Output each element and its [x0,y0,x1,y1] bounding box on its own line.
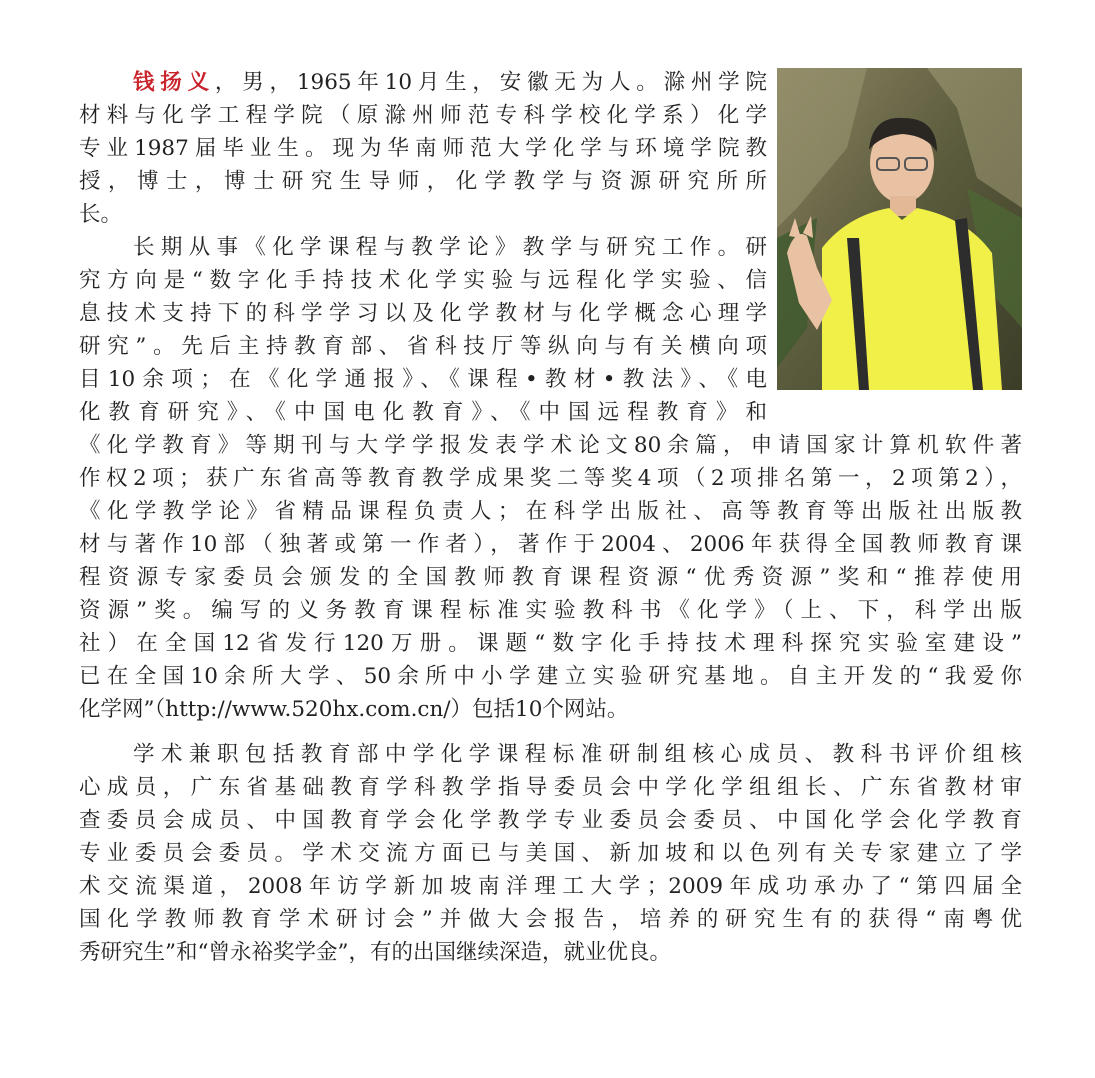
bio-line: 究方向是“数字化手持技术化学实验与远程化学实验、信 [79,268,767,293]
bio-line: 专业委员会委员。学术交流方面已与美国、新加坡和以色列有关专家建立了学 [79,841,1022,866]
bio-line: 查委员会成员、中国教育学会化学教学专业委员会委员、中国化学会化学教育 [79,808,1022,833]
portrait-photo [777,68,1022,390]
portrait-photo-icon [777,68,1022,390]
bio-line: 目10余项；在《化学通报》、《课程•教材•教法》、《电 [79,367,767,392]
bio-line: 专业1987届毕业生。现为华南师范大学化学与环境学院教 [79,136,767,161]
bio-line: 资源”奖。编写的义务教育课程标准实验教科书《化学》（上、下，科学出版 [79,598,1022,623]
bio-line: 作权2项；获广东省高等教育教学成果奖二等奖4项（2项排名第一，2项第2）， [79,466,1022,491]
bio-line: 钱扬义，男，1965年10月生，安徽无为人。滁州学院 [133,70,767,95]
bio-line: 长期从事《化学课程与教学论》教学与研究工作。研 [133,235,767,260]
bio-line: 心成员，广东省基础教育学科教学指导委员会中学化学组组长、广东省教材审 [79,775,1022,800]
person-name: 钱扬义 [133,70,215,95]
bio-line: 秀研究生”和“曾永裕奖学金”，有的出国继续深造，就业优良。 [79,940,671,965]
bio-line: 息技术支持下的科学学习以及化学教材与化学概念心理学 [79,301,767,326]
bio-line: 材与著作10部（独著或第一作者），著作于2004、2006年获得全国教师教育课 [79,532,1022,557]
bio-line: 化教育研究》、《中国电化教育》、《中国远程教育》和 [79,400,767,425]
bio-line: 学术兼职包括教育部中学化学课程标准研制组核心成员、教科书评价组核 [133,742,1022,767]
bio-line: 社）在全国12省发行120万册。课题“数字化手持技术理科探究实验室建设” [79,631,1022,656]
bio-line: 化学网”（http://www.520hx.com.cn/）包括10个网站。 [79,697,629,722]
bio-line: 《化学教学论》省精品课程负责人；在科学出版社、高等教育等出版社出版教 [79,499,1022,524]
bio-line: 《化学教育》等期刊与大学学报发表学术论文80余篇，申请国家计算机软件著 [79,433,1022,458]
bio-line: 材料与化学工程学院（原滁州师范专科学校化学系）化学 [79,103,767,128]
bio-line: 程资源专家委员会颁发的全国教师教育课程资源“优秀资源”奖和“推荐使用 [79,565,1022,590]
bio-line: 已在全国10余所大学、50余所中小学建立实验研究基地。自主开发的“我爱你 [79,664,1022,689]
bio-line: 长。 [79,202,123,227]
bio-line: 国化学教师教育学术研讨会”并做大会报告，培养的研究生有的获得“南粤优 [79,907,1022,932]
bio-line: 研究”。先后主持教育部、省科技厅等纵向与有关横向项 [79,334,767,359]
bio-line: 术交流渠道，2008年访学新加坡南洋理工大学；2009年成功承办了“第四届全 [79,874,1022,899]
bio-line: 授，博士，博士研究生导师，化学教学与资源研究所所 [79,169,767,194]
